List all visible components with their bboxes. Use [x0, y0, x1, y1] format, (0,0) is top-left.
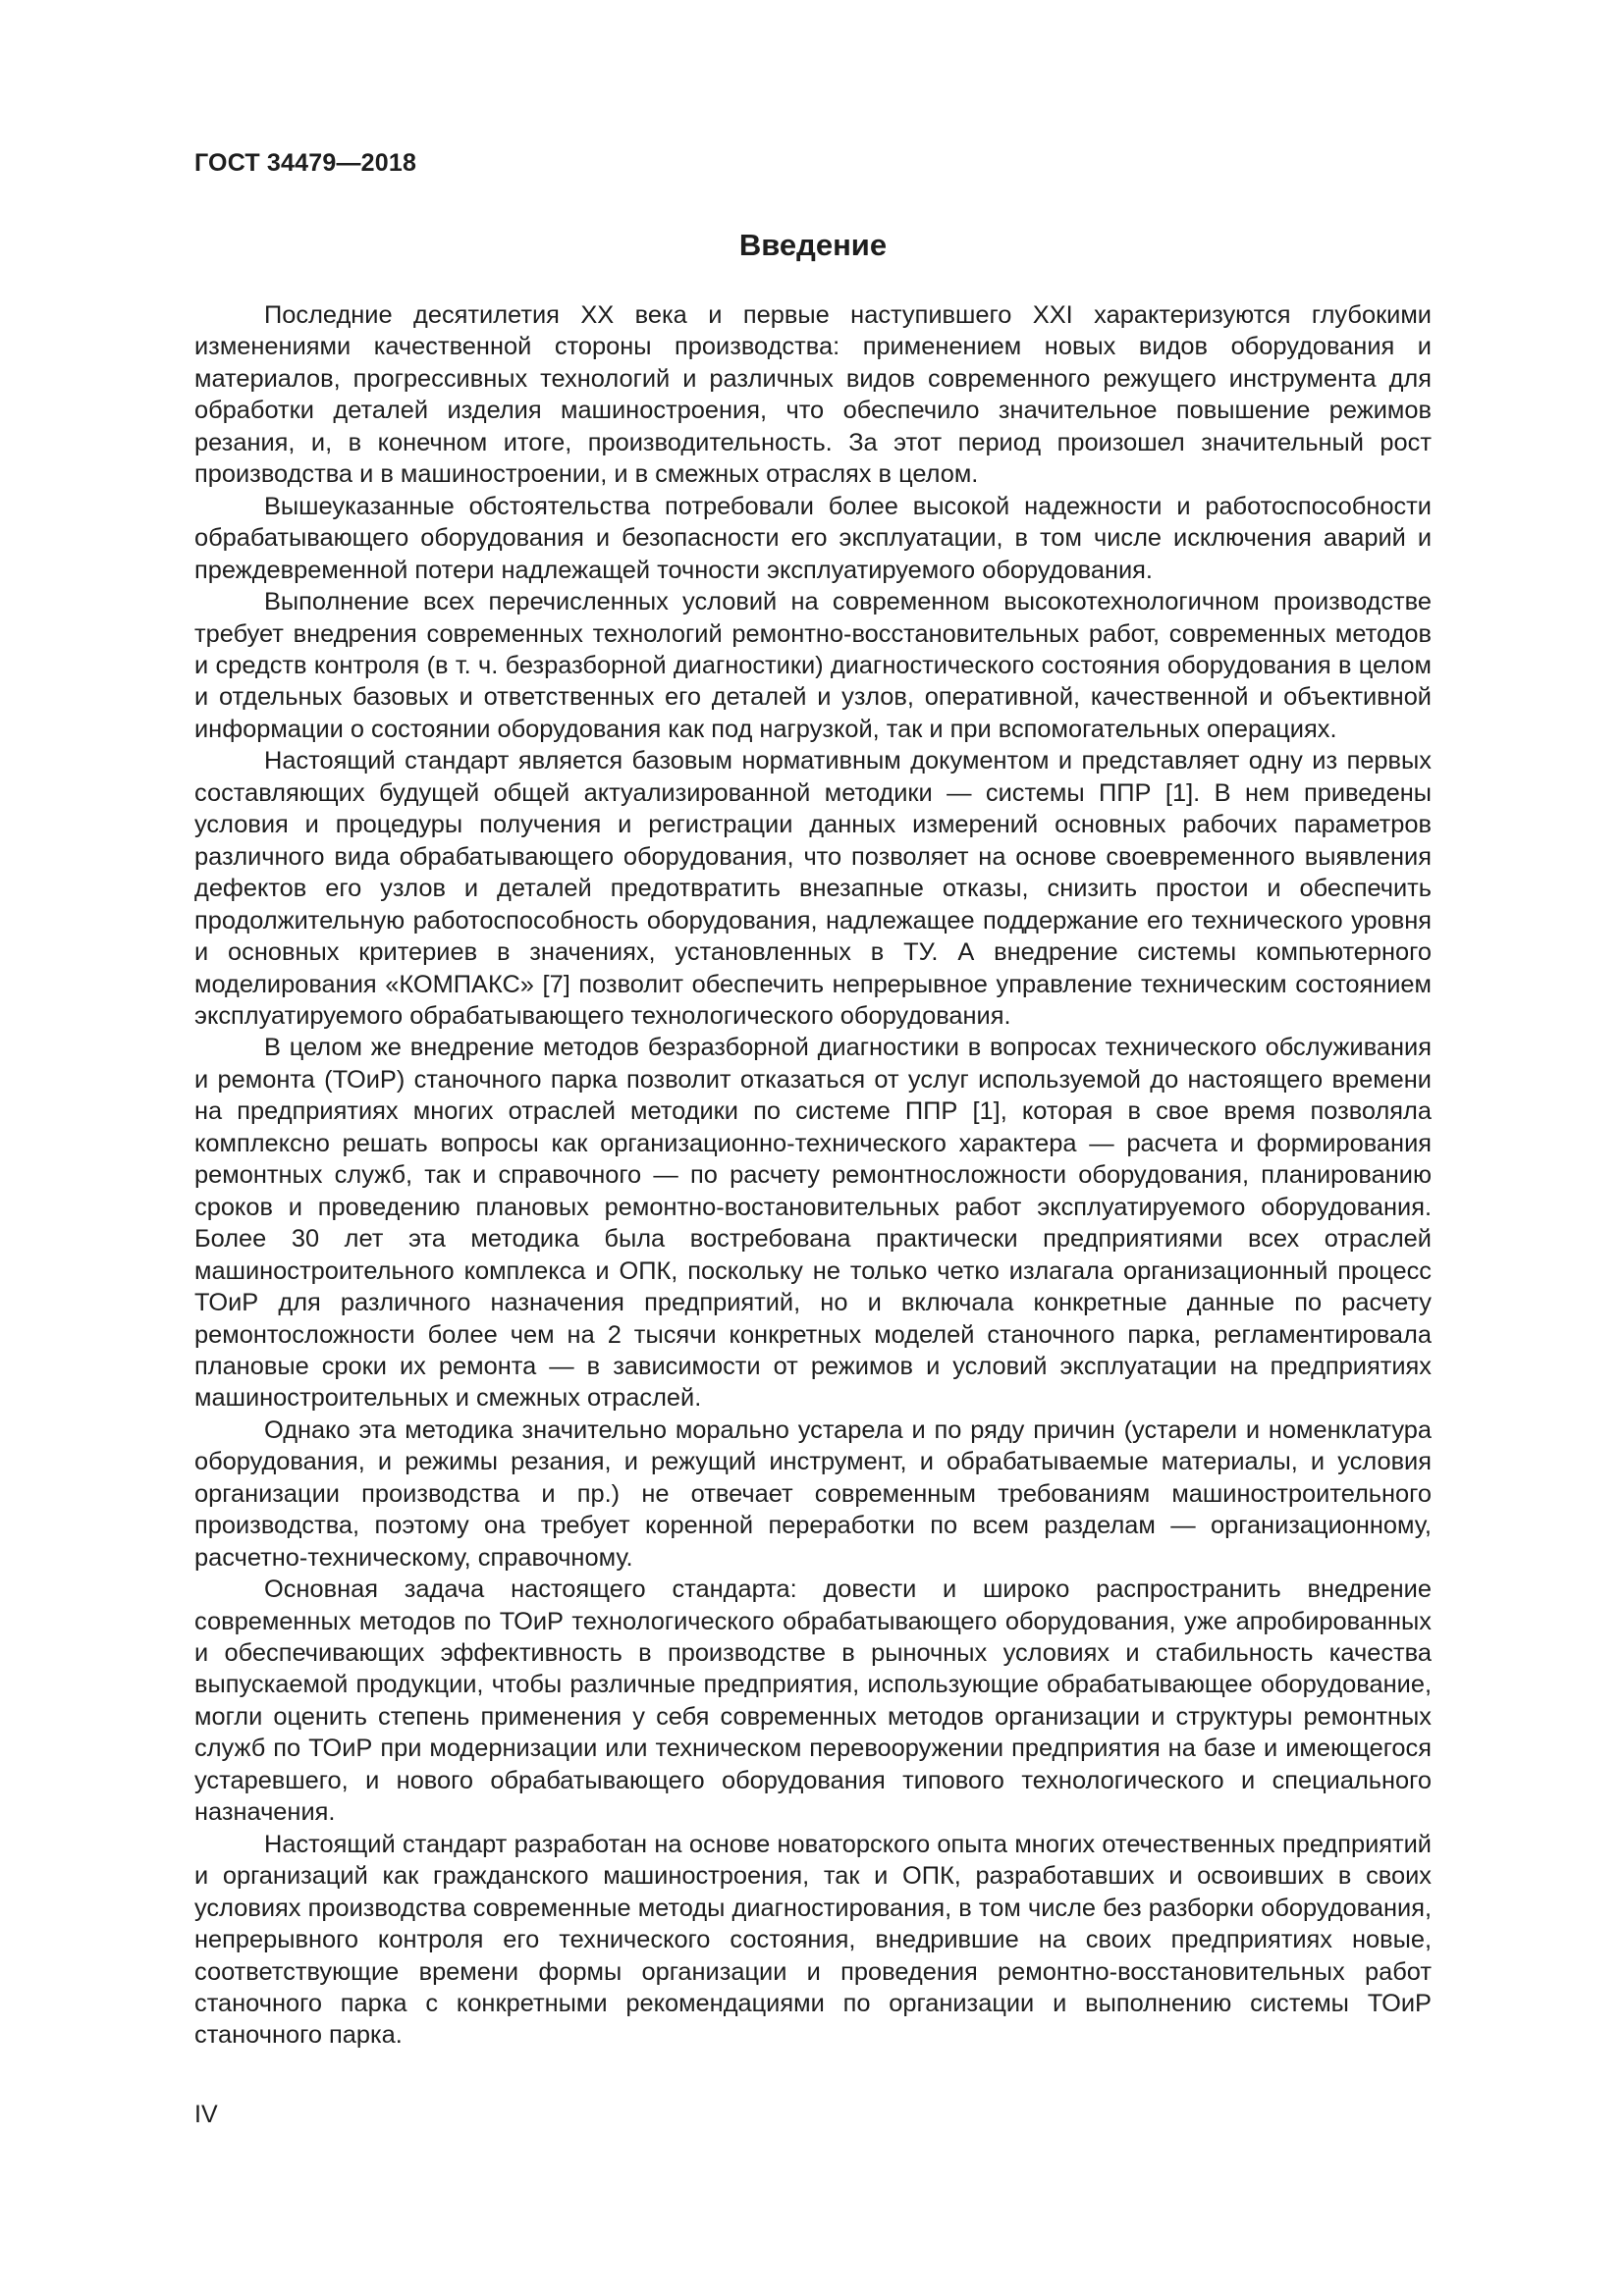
- document-body: [194, 299, 1432, 2052]
- page-number: IV: [194, 2101, 218, 2128]
- paragraph-5: В целом же внедрение методов безразборной диагностики в вопросах технического обслуживания и ремонта (ТОиР) станочного парка позволит отказаться от услуг используемой до настоящего времени на предприятиях многих отраслей методики по системе ППР [1], которая в свое время позволяла комплексно решать вопросы как организационно-технического характера — расчета и формирования ремонтных служб, так и справочного — по расчету ремонтносложности оборудования, планированию сроков и проведению плановых ремонтно-востановительных работ эксплуатируемого оборудования. Более 30 лет эта методика была востребована практически предприятиями всех отраслей машиностроительного комплекса и ОПК, поскольку не только четко излагала организационный процесс ТОиР для различного назначения предприятий, но и включала конкретные данные по расчету ремонтосложности более чем на 2 тысячи конкретных моделей станочного парка, регламентировала плановые сроки их ремонта — в зависимости от режимов и условий эксплуатации на предприятиях машиностроительных и смежных отраслей.: [194, 1034, 1432, 1413]
- document-header: ГОСТ 34479—2018: [194, 149, 417, 177]
- paragraph-3: Выполнение всех перечисленных условий на современном высокотехнологичном производстве требует внедрения современных технологий ремонтно-восстановительных работ, современных методов и средств контроля (в т. ч. безразборной диагностики) диагностического состояния оборудования в целом и отдельных базовых и ответственных его деталей и узлов, оперативной, качественной и объективной информации о состоянии оборудования как под нагрузкой, так и при вспомогательных операциях.: [194, 588, 1432, 743]
- paragraph-2: Вышеуказанные обстоятельства потребовали более высокой надежности и работоспособности обрабатывающего оборудования и безопасности его эксплуатации, в том числе исключения аварий и преждевременной потери надлежащей точности эксплуатируемого оборудования.: [194, 492, 1432, 584]
- paragraph-6: Однако эта методика значительно морально устарела и по ряду причин (устарели и номенклатура оборудования, и режимы резания, и режущий инструмент, и обрабатываемые материалы, и условия организации производства и пр.) не отвечает современным требованиям машиностроительного производства, поэтому она требует коренной переработки по всем разделам — организационному, расчетно-техническому, справочному.: [194, 1415, 1432, 1572]
- section-title: Введение: [738, 228, 888, 262]
- paragraph-4: Настоящий стандарт является базовым нормативным документом и представляет одну из первых составляющих будущей общей актуализированной методики — системы ППР [1]. В нем приведены условия и процедуры получения и регистрации данных измерений основных рабочих параметров различного вида обрабатывающего оборудования, что позволяет на основе своевременного выявления дефектов его узлов и деталей предотвратить внезапные отказы, снизить простои и обеспечить продолжительную работоспособность оборудования, надлежащее поддержание его технического уровня и основных критериев в значениях, установленных в ТУ. А внедрение системы компьютерного моделирования «КОМПАКС» [7] позволит обеспечить непрерывное управление техническим состоянием эксплуатируемого обрабатывающего технологического оборудования.: [194, 747, 1432, 1030]
- paragraph-8: Настоящий стандарт разработан на основе новаторского опыта многих отечественных предприятий и организаций как гражданского машиностроения, так и ОПК, разработавших и освоивших в своих условиях производства современные методы диагностирования, в том числе без разборки оборудования, непрерывного контроля его технического состояния, внедрившие на своих предприятиях новые, соответствующие времени формы организации и проведения ремонтно-восстановительных работ станочного парка с конкретными рекомендациями по организации и выполнению системы ТОиР станочного парка.: [194, 1830, 1432, 2050]
- paragraph-1: Последние десятилетия XX века и первые наступившего XXI характеризуются глубокими изменениями качественной стороны производства: применением новых видов оборудования и материалов, прогрессивных технологий и различных видов современного режущего инструмента для обработки деталей изделия машиностроения, что обеспечило значительное повышение режимов резания, и, в конечном итоге, производительность. За этот период произошел значительный рост производства и в машиностроении, и в смежных отраслях в целом.: [194, 301, 1432, 489]
- paragraph-7: Основная задача настоящего стандарта: довести и широко распространить внедрение современных методов по ТОиР технологического обрабатывающего оборудования, уже апробированных и обеспечивающих эффективность в производстве в рыночных условиях и стабильность качества выпускаемой продукции, чтобы различные предприятия, использующие обрабатывающее оборудование, могли оценить степень применения у себя современных методов организации и структуры ремонтных служб по ТОиР при модернизации или техническом перевооружении предприятия на базе и имеющегося устаревшего, и нового обрабатывающего оборудования типового технологического и специального назначения.: [194, 1575, 1432, 1827]
